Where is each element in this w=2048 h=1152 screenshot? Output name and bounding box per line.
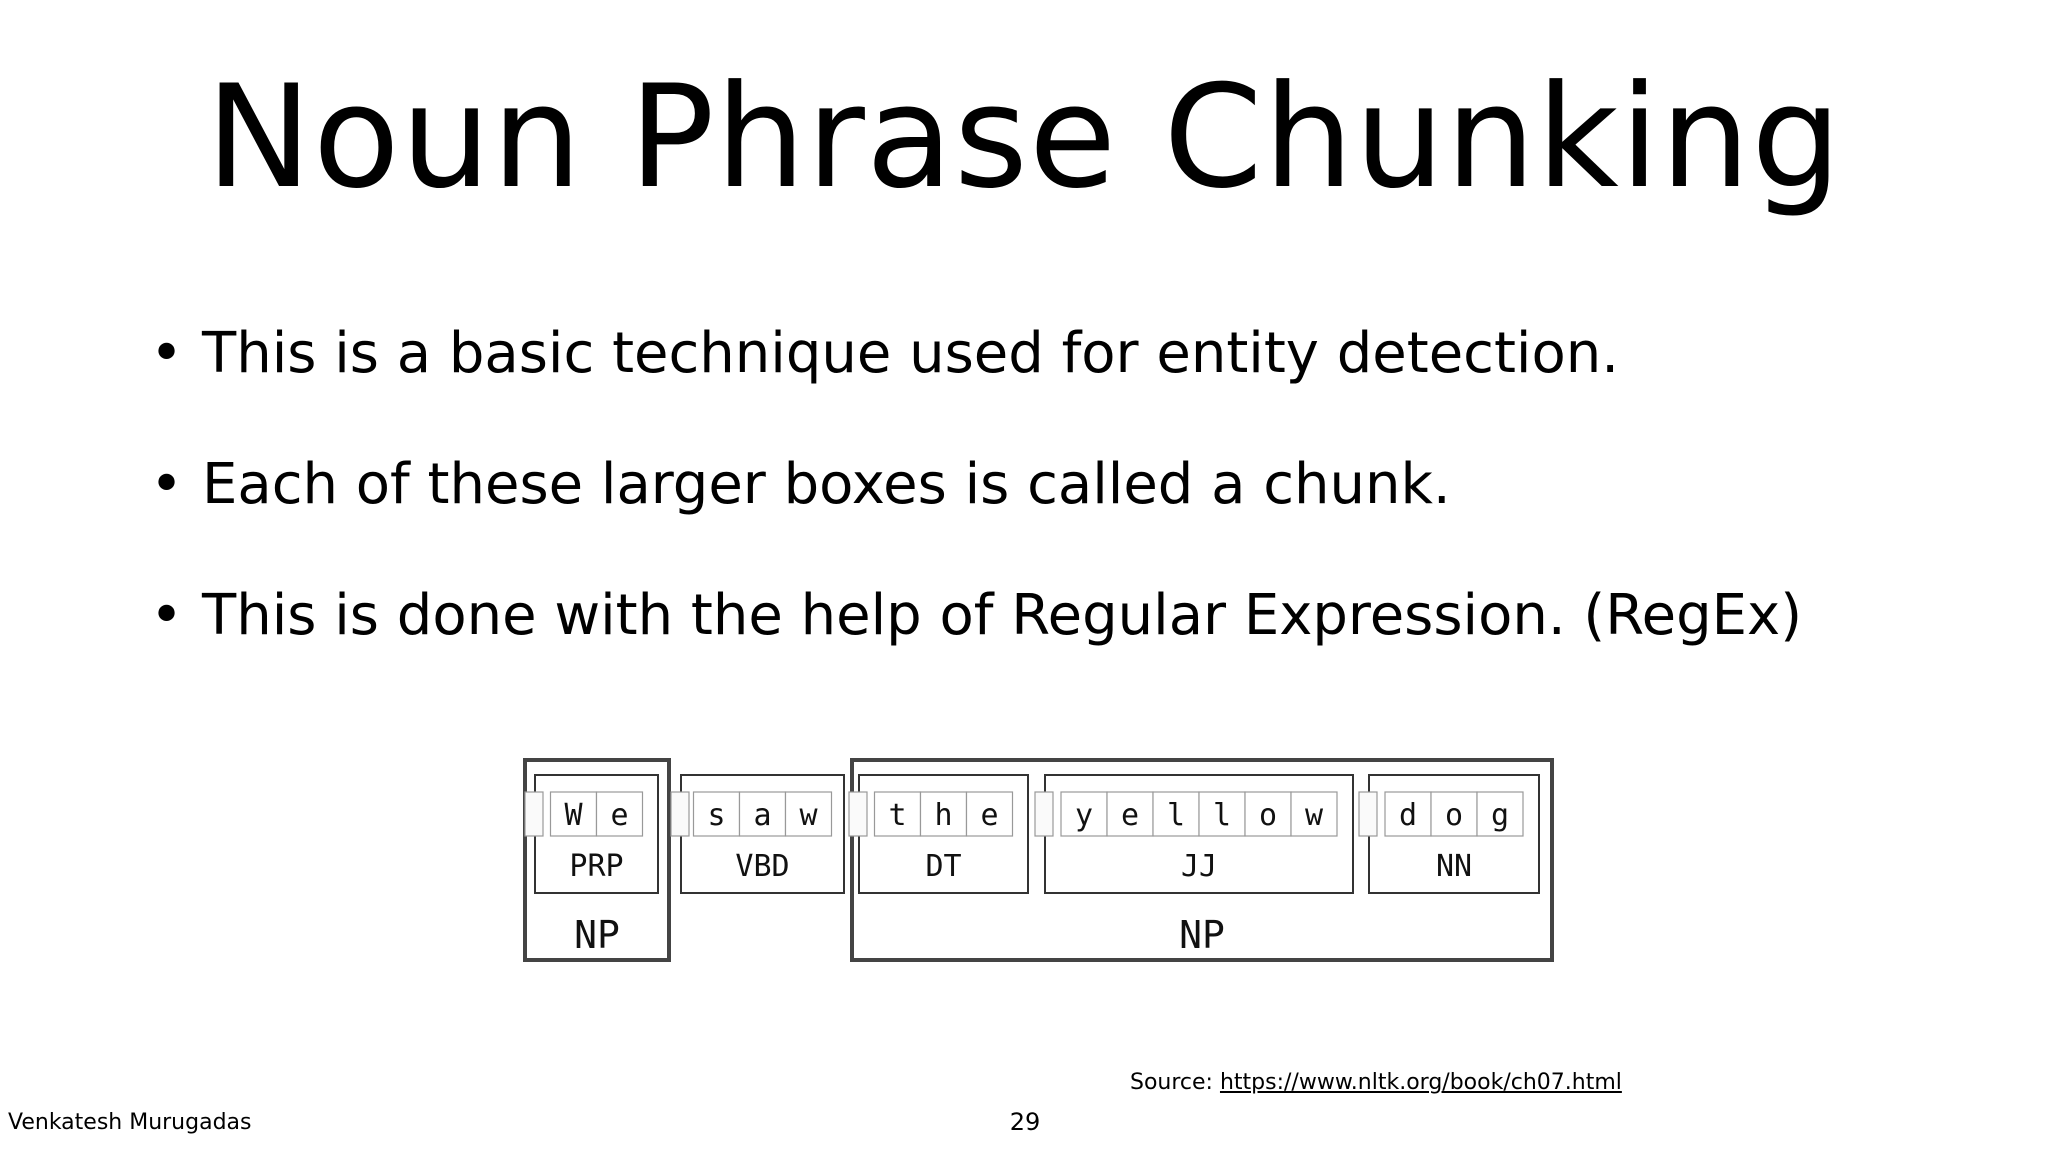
letter-text: o	[1258, 798, 1278, 833]
bullet-text: Each of these larger boxes is called a chunk.	[202, 452, 1451, 517]
letter-text: g	[1490, 798, 1510, 833]
letter-text: y	[1074, 798, 1094, 833]
letter-text: e	[1120, 798, 1140, 833]
source-link[interactable]: https://www.nltk.org/book/ch07.html	[1219, 1070, 1622, 1095]
letter-text: w	[799, 798, 818, 833]
letter-separator-cell	[1359, 792, 1377, 836]
bullet-text: This is a basic technique used for entity detection.	[202, 321, 1620, 386]
letter-text: a	[753, 798, 772, 833]
letter-text: h	[934, 798, 953, 833]
bullet-dot-icon: •	[150, 321, 184, 386]
letter-text: w	[1304, 798, 1324, 833]
letter-text: s	[707, 798, 726, 833]
np-chunk-label: NP	[574, 913, 620, 957]
pos-tag-label: JJ	[1180, 849, 1218, 884]
bullet-text: This is done with the help of Regular Expression. (RegEx)	[202, 583, 1803, 648]
author-name: Venkatesh Murugadas	[8, 1110, 252, 1135]
letter-text: o	[1444, 798, 1464, 833]
letter-text: l	[1166, 798, 1186, 833]
letter-text: W	[564, 798, 583, 833]
letter-text: d	[1398, 798, 1418, 833]
source-citation	[1130, 1070, 1622, 1095]
pos-tag-label: VBD	[735, 849, 790, 884]
source-label: Source:	[1130, 1070, 1220, 1095]
letter-separator-cell	[671, 792, 689, 836]
slide-title: Noun Phrase Chunking	[205, 55, 1843, 220]
letter-separator-cell	[1035, 792, 1053, 836]
letter-text: e	[980, 798, 999, 833]
letter-text: l	[1212, 798, 1232, 833]
bullet-dot-icon: •	[150, 583, 184, 648]
pos-tag-label: NN	[1435, 849, 1473, 884]
letter-separator-cell	[525, 792, 543, 836]
letter-text: t	[888, 798, 907, 833]
pos-tag-label: DT	[925, 849, 962, 884]
np-chunk-label: NP	[1179, 913, 1225, 957]
bullet-dot-icon: •	[150, 452, 184, 517]
pos-tag-label: PRP	[569, 849, 624, 884]
letter-text: e	[610, 798, 629, 833]
letter-separator-cell	[849, 792, 867, 836]
page-number: 29	[1009, 1108, 1041, 1136]
